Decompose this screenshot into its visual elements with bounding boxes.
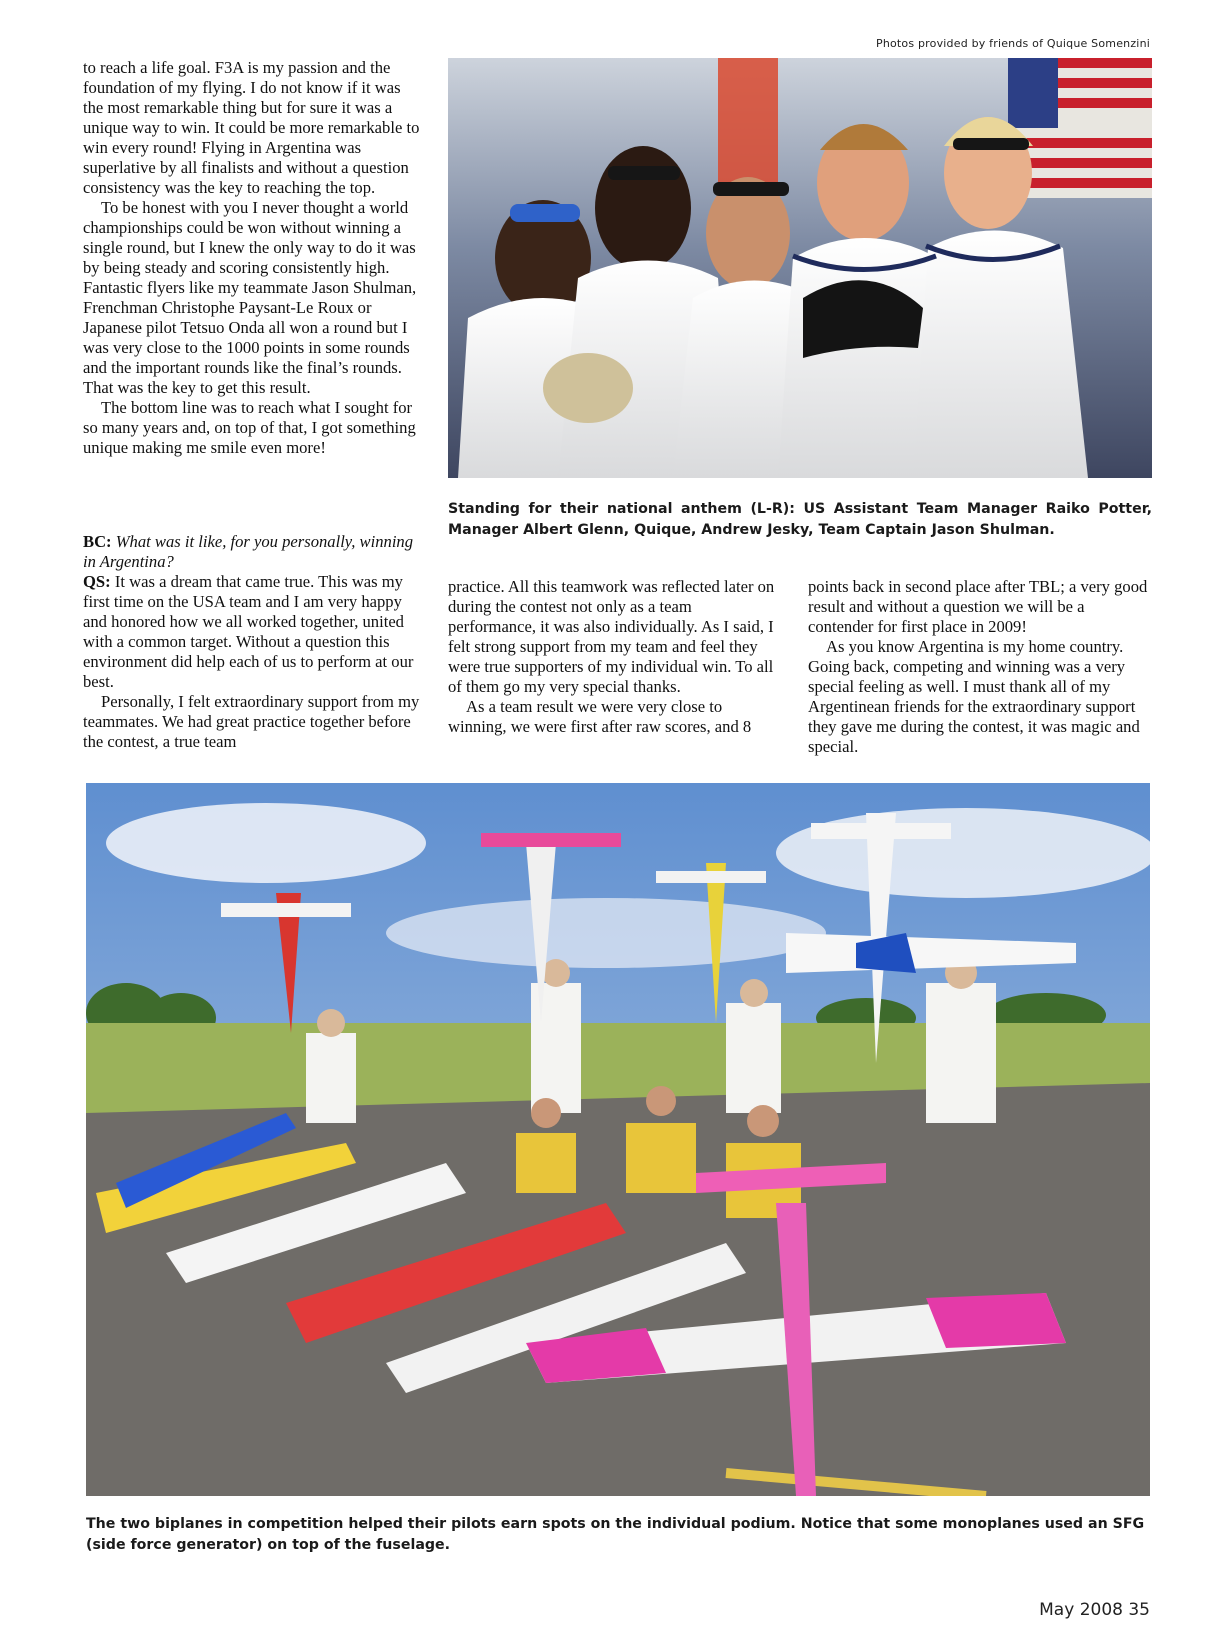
- paragraph: As a team result we were very close to winning, we were first after raw scores, and 8: [448, 697, 752, 736]
- qs-label: QS:: [83, 572, 111, 591]
- paragraph: To be honest with you I never thought a world championships could be won without winning a single round, but I knew the only way to do it was by being steady and scoring consistently high. Fantastic flyers like my teammate Jason Shulman, Frenchman Christophe Paysant-Le Roux or Japanese pilot Tetsuo Onda all won a round but I was very close to the 1000 points in some rounds and the important rounds like the final’s rounds. That was the key to get this result.: [83, 198, 417, 397]
- qs-answer: [83, 572, 423, 692]
- qs-answer-text: It was a dream that came true. This was my first time on the USA team and I am very happy and honored how we all worked together, united with a common target. Without a question this environment did help each of us to perform at our best.: [83, 572, 414, 691]
- paragraph: points back in second place after TBL; a very good result and without a question we will be a contender for first place in 2009!: [808, 577, 1148, 636]
- team-photo: [448, 58, 1152, 478]
- photo-caption: Standing for their national anthem (L-R): US Assistant Team Manager Raiko Potter, Manager Albert Glenn, Quique, Andrew Jesky, Team Captain Jason Shulman.: [448, 501, 1152, 538]
- page-folio: May 2008 35: [1039, 1600, 1150, 1620]
- aircraft-photo: [86, 783, 1150, 1496]
- paragraph: Personally, I felt extraordinary support from my teammates. We had great practice together before the contest, a true team: [83, 692, 420, 751]
- interview-block: [83, 532, 423, 752]
- photo-credit: Photos provided by friends of Quique Somenzini: [875, 37, 1150, 50]
- left-column: [83, 58, 423, 458]
- bc-label: BC:: [83, 532, 112, 551]
- team-photo-illustration: [448, 58, 1152, 478]
- paragraph: to reach a life goal. F3A is my passion and the foundation of my flying. I do not know if it was the most remarkable thing but for sure it was a unique way to win. It could be more remarkable to win every round! Flying in Argentina was superlative by all finalists and without a question consistency was the key to reaching the top.: [83, 58, 420, 197]
- middle-column: [448, 577, 783, 737]
- paragraph: The bottom line was to reach what I sought for so many years and, on top of that, I got something unique making me smile even more!: [83, 398, 416, 457]
- right-column: [808, 577, 1148, 757]
- aircraft-photo-illustration: [86, 783, 1150, 1496]
- paragraph: As you know Argentina is my home country. Going back, competing and winning was a very special feeling as well. I must thank all of my Argentinean friends for the extraordinary support they gave me during the contest, it was magic and special.: [808, 637, 1140, 756]
- bc-question-text: What was it like, for you personally, winning in Argentina?: [83, 532, 414, 571]
- photo-caption: The two biplanes in competition helped their pilots earn spots on the individual podium. Notice that some monoplanes used an SFG (side force generator) on top of the fuselage.: [86, 1516, 1145, 1553]
- paragraph: practice. All this teamwork was reflected later on during the contest not only as a team performance, it was also individually. As I said, I felt strong support from my team and feel they were true supporters of my individual win. To all of them go my very special thanks.: [448, 577, 775, 696]
- bc-question: [83, 532, 423, 572]
